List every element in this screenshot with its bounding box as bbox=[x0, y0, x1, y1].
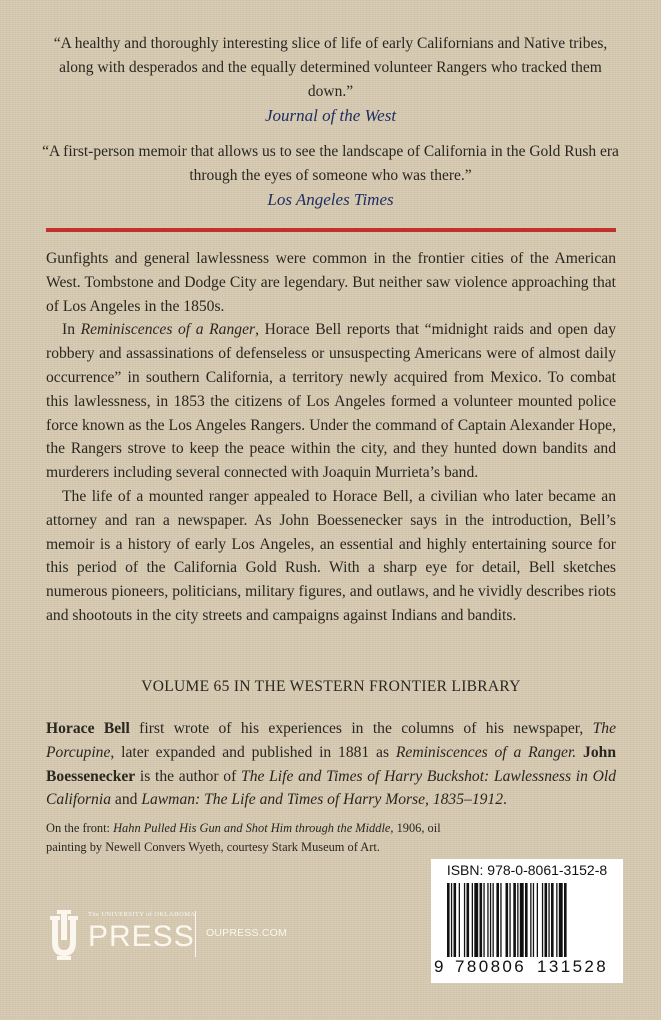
description-paragraph-1: Gunfights and general lawlessness were common in the frontier cities of the American West. Tombstone and Dodge City are legendary. But neither saw violence approaching that of Los Angeles in the 1850s. bbox=[46, 250, 616, 315]
press-wordmark: PRESS bbox=[88, 920, 195, 953]
painting-title: Hahn Pulled His Gun and Shot Him through the Middle, bbox=[113, 821, 394, 835]
description-paragraph-3: The life of a mounted ranger appealed to Horace Bell, a civilian who later became an attorney and ran a newspaper. As John Boessenecker says in the introduction, Bell’s memoir is a history of early Los Angeles, an essential and highly entertaining source for this period of the California Gold Rush. With a sharp eye for detail, Bell sketches numerous pioneers, politicians, military figures, and outlaws, and he vividly describes riots and shootouts in the city streets and campaigns against Indians and bandits. bbox=[46, 487, 616, 624]
quote-source: Los Angeles Times bbox=[267, 190, 394, 209]
isbn-label: ISBN: 978-0-8061-3152-8 bbox=[446, 862, 608, 878]
red-divider bbox=[46, 228, 616, 232]
ou-monogram-icon bbox=[44, 910, 84, 962]
barcode-group-2: 131528 bbox=[537, 957, 609, 976]
review-quote-2 bbox=[40, 140, 621, 212]
barcode-digits bbox=[431, 957, 623, 979]
bios-paragraph: Horace Bell first wrote of his experiences in the columns of his newspaper, The Porcupine, later expanded and published in 1881 as Reminiscences of a Ranger. John Boessenecker is the author of The Life and Times of Harry Buckshot: Lawlessness in Old California and Lawman: The Life and Times of Harry Morse, 1835–1912. bbox=[46, 720, 616, 809]
review-quote-1 bbox=[40, 32, 621, 128]
book-title: Reminiscences of a Ranger bbox=[80, 321, 256, 339]
author-name: Horace Bell bbox=[46, 720, 130, 737]
university-line: The UNIVERSITY of OKLAHOMA bbox=[88, 911, 196, 918]
editor-name: John Boessenecker bbox=[46, 743, 616, 785]
isbn-barcode bbox=[431, 859, 623, 983]
book-description bbox=[46, 247, 616, 628]
cover-credit: On the front: Hahn Pulled His Gun and Shot Him through the Middle, 1906, oil painting by Newell Convers Wyeth, courtesy Stark Museum of Art. bbox=[46, 821, 441, 854]
barcode-bars bbox=[441, 883, 613, 957]
publisher-website: OUPRESS.COM bbox=[206, 927, 287, 939]
series-line: VOLUME 65 IN THE WESTERN FRONTIER LIBRARY bbox=[141, 678, 521, 695]
description-paragraph-2: In Reminiscences of a Ranger, Horace Bell reports that “midnight raids and open day robbery and assassinations of defenseless or unsuspecting Americans were of almost daily occurrence” in southern California, a territory newly acquired from Mexico. To combat this lawlessness, in 1853 the citizens of Los Angeles formed a volunteer mounted police force known as the Los Angeles Rangers. Under the command of Captain Alexander Hope, the Rangers strove to keep the peace within the city, and they hunted down bandits and murderers including several connected with Joaquin Murrieta’s band. bbox=[46, 321, 617, 482]
quote-source: Journal of the West bbox=[264, 106, 397, 125]
barcode-group-1: 780806 bbox=[455, 957, 527, 976]
author-bios bbox=[46, 717, 616, 812]
quote-text: “A healthy and thoroughly interesting slice of life of early Californians and Native tribes, along with desperados and the equally determined volunteer Rangers who tracked them down.” bbox=[53, 35, 608, 100]
barcode-lead-digit: 9 bbox=[434, 957, 444, 976]
publisher-logo bbox=[44, 905, 304, 965]
logo-divider bbox=[195, 911, 196, 957]
quote-text: “A first-person memoir that allows us to see the landscape of California in the Gold Rush era through the eyes of someone who was there.” bbox=[42, 143, 619, 184]
